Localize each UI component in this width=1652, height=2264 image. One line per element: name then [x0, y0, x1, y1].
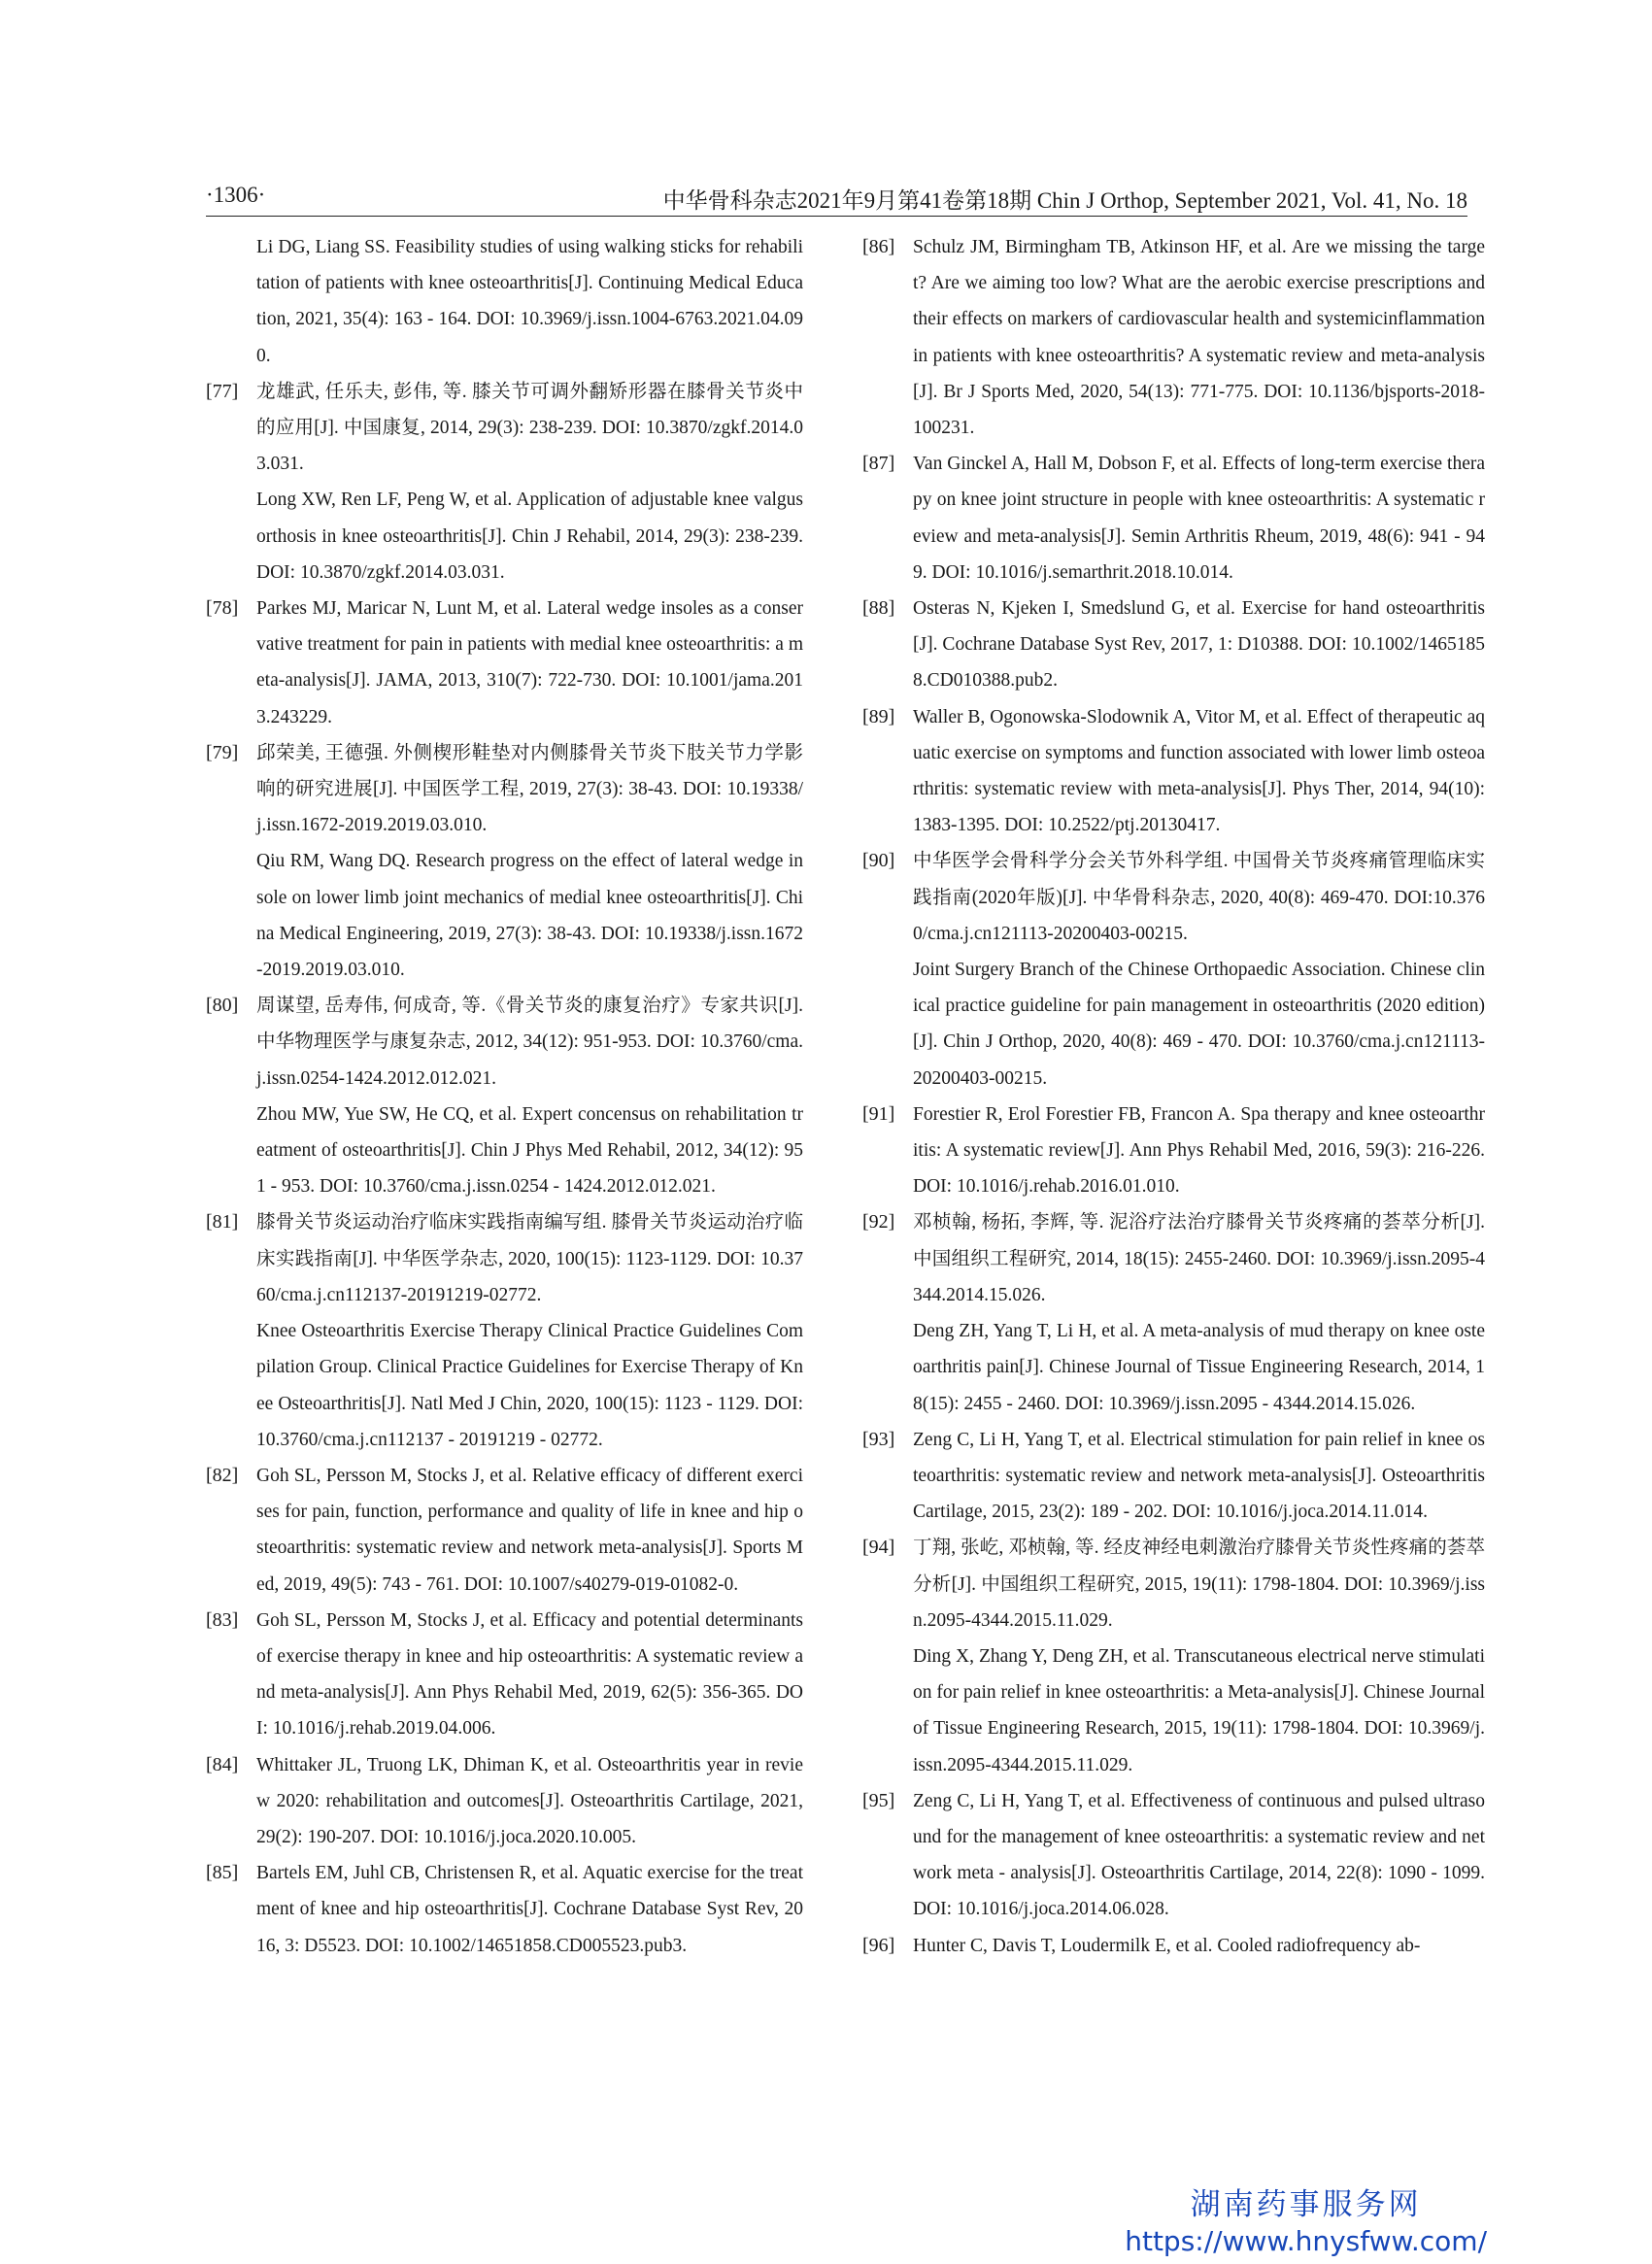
reference-continuation: Li DG, Liang SS. Feasibility studies of using walking sticks for rehabilitation of patients with knee osteoarthritis[J]. Continuing Medical Education, 2021, 35(4): 163 - 164. DOI: 10.3969/j.issn.1004-6763.2021.04.090.	[256, 237, 803, 366]
reference-number: [80]	[206, 995, 239, 1017]
reference-item	[862, 446, 1485, 591]
reference-list-left	[206, 374, 803, 1964]
reference-text: Whittaker JL, Truong LK, Dhiman K, et al. Osteoarthritis year in review 2020: rehabilitation and outcomes[J]. Osteoarthritis Cartilage, 2021, 29(2): 190-207. DOI: 10.1016/j.joca.2020.10.005.	[256, 1754, 803, 1847]
reference-item	[206, 374, 803, 591]
reference-text: Van Ginckel A, Hall M, Dobson F, et al. Effects of long-term exercise therapy on knee joint structure in people with knee osteoarthritis: A systematic review and meta-analysis[J]. Semin Arthritis Rheum, 2019, 48(6): 941 - 949. DOI: 10.1016/j.semarthrit.2018.10.014.	[913, 454, 1485, 583]
reference-text: Parkes MJ, Maricar N, Lunt M, et al. Lateral wedge insoles as a conservative treatment for pain in patients with medial knee osteoarthritis: a meta-analysis[J]. JAMA, 2013, 310(7): 722-730. DOI: 10.1001/jama.2013.243229.	[256, 598, 803, 727]
reference-item	[206, 1458, 803, 1603]
reference-item	[862, 229, 1485, 446]
reference-text: Zeng C, Li H, Yang T, et al. Electrical stimulation for pain relief in knee osteoarthritis: systematic review and network meta-analysis[J]. Osteoarthritis Cartilage, 2015, 23(2): 189 - 202. DOI: 10.1016/j.joca.2014.11.014.	[913, 1429, 1485, 1523]
reference-english-text: Joint Surgery Branch of the Chinese Orthopaedic Association. Chinese clinical practice guideline for pain management in osteoarthritis (2020 edition) [J]. Chin J Orthop, 2020, 40(8): 469 - 470. DOI: 10.3760/cma.j.cn121113-20200403-00215.	[913, 960, 1485, 1089]
watermark-url[interactable]: https://www.hnysfww.com/	[1125, 2225, 1487, 2257]
reference-text: Forestier R, Erol Forestier FB, Francon A. Spa therapy and knee osteoarthritis: A systematic review[J]. Ann Phys Rehabil Med, 2016, 59(3): 216-226. DOI: 10.1016/j.rehab.2016.01.010.	[913, 1103, 1485, 1198]
reference-number: [88]	[862, 597, 895, 620]
reference-text: 邓桢翰, 杨拓, 李辉, 等. 泥浴疗法治疗膝骨关节炎疼痛的荟萃分析[J]. 中国组织工程研究, 2014, 18(15): 2455-2460. DOI: 10.3969/j.issn.2095-4344.2014.15.026.	[913, 1212, 1485, 1305]
reference-number: [83]	[206, 1608, 239, 1631]
reference-english-text: Knee Osteoarthritis Exercise Therapy Clinical Practice Guidelines Compilation Group. Clinical Practice Guidelines for Exercise Therapy of Knee Osteoarthritis[J]. Natl Med J Chin, 2020, 100(15): 1123 - 1129. DOI: 10.3760/cma.j.cn112137 - 20191219 - 02772.	[256, 1321, 803, 1450]
reference-item	[862, 1204, 1485, 1421]
reference-number: [86]	[862, 236, 895, 257]
reference-item	[206, 1855, 803, 1964]
reference-english-text: Long XW, Ren LF, Peng W, et al. Application of adjustable knee valgus orthosis in knee osteoarthritis[J]. Chin J Rehabil, 2014, 29(3): 238-239. DOI: 10.3870/zgkf.2014.03.031.	[256, 490, 803, 583]
reference-item	[206, 988, 803, 1204]
reference-english-text: Deng ZH, Yang T, Li H, et al. A meta-analysis of mud therapy on knee osteoarthritis pain[J]. Chinese Journal of Tissue Engineering Research, 2014, 18(15): 2455 - 2460. DOI: 10.3969/j.issn.2095 - 4344.2014.15.026.	[913, 1321, 1485, 1414]
reference-number: [95]	[862, 1789, 895, 1811]
reference-item	[206, 1603, 803, 1747]
reference-text: Osteras N, Kjeken I, Smedslund G, et al. Exercise for hand osteoarthritis[J]. Cochrane Database Syst Rev, 2017, 1: D10388. DOI: 10.1002/14651858.CD010388.pub2.	[913, 598, 1485, 692]
reference-item	[862, 1422, 1485, 1531]
reference-text: Goh SL, Persson M, Stocks J, et al. Relative efficacy of different exercises for pain, function, performance and quality of life in knee and hip osteoarthritis: systematic review and network meta-analysis[J]. Sports Med, 2019, 49(5): 743 - 761. DOI: 10.1007/s40279-019-01082-0.	[256, 1465, 803, 1595]
reference-number: [94]	[862, 1537, 895, 1559]
reference-text: Hunter C, Davis T, Loudermilk E, et al. Cooled radiofrequency ab-	[913, 1935, 1421, 1956]
journal-info: 中华骨科杂志2021年9月第41卷第18期 Chin J Orthop, September 2021, Vol. 41, No. 18	[662, 188, 1467, 213]
reference-list-right	[862, 229, 1485, 1964]
reference-item	[862, 843, 1485, 1096]
reference-item	[862, 1783, 1485, 1928]
reference-item	[862, 699, 1485, 844]
reference-item	[862, 591, 1485, 699]
reference-english-text: Qiu RM, Wang DQ. Research progress on the effect of lateral wedge insole on lower limb joint mechanics of medial knee osteoarthritis[J]. China Medical Engineering, 2019, 27(3): 38-43. DOI: 10.19338/j.issn.1672-2019.2019.03.010.	[256, 851, 803, 981]
reference-number: [82]	[206, 1464, 239, 1486]
reference-number: [89]	[862, 705, 895, 727]
reference-english-text: Zhou MW, Yue SW, He CQ, et al. Expert concensus on rehabilitation treatment of osteoarthritis[J]. Chin J Phys Med Rehabil, 2012, 34(12): 951 - 953. DOI: 10.3760/cma.j.issn.0254 - 1424.2012.012.021.	[256, 1103, 803, 1198]
reference-text: 邱荣美, 王德强. 外侧楔形鞋垫对内侧膝骨关节炎下肢关节力学影响的研究进展[J]. 中国医学工程, 2019, 27(3): 38-43. DOI: 10.19338/j.issn.1672-2019.2019.03.010.	[256, 742, 803, 836]
reference-text: Bartels EM, Juhl CB, Christensen R, et al. Aquatic exercise for the treatment of knee and hip osteoarthritis[J]. Cochrane Database Syst Rev, 2016, 3: D5523. DOI: 10.1002/14651858.CD005523.pub3.	[256, 1863, 803, 1956]
reference-number: [81]	[206, 1211, 239, 1233]
reference-english-text: Ding X, Zhang Y, Deng ZH, et al. Transcutaneous electrical nerve stimulation for pain relief in knee osteoarthritis: a Meta-analysis[J]. Chinese Journal of Tissue Engineering Research, 2015, 19(11): 1798-1804. DOI: 10.3969/j.issn.2095-4344.2015.11.029.	[913, 1645, 1485, 1775]
reference-number: [85]	[206, 1862, 239, 1884]
reference-text: Schulz JM, Birmingham TB, Atkinson HF, et al. Are we missing the target? Are we aiming too low? What are the aerobic exercise prescriptions and their effects on markers of cardiovascular health and systemicinflammation in patients with knee osteoarthritis? A systematic review and meta-analysis[J]. Br J Sports Med, 2020, 54(13): 771-775. DOI: 10.1136/bjsports-2018-100231.	[913, 237, 1485, 439]
reference-item	[206, 735, 803, 988]
reference-number: [78]	[206, 597, 239, 620]
reference-text: 中华医学会骨科学分会关节外科学组. 中国骨关节炎疼痛管理临床实践指南(2020年版)[J]. 中华骨科杂志, 2020, 40(8): 469-470. DOI:10.3760/cma.j.cn121113-20200403-00215.	[913, 851, 1485, 944]
site-watermark	[1125, 2185, 1487, 2259]
reference-number: [79]	[206, 741, 239, 763]
reference-item	[862, 1530, 1485, 1782]
reference-text: 丁翔, 张屹, 邓桢翰, 等. 经皮神经电刺激治疗膝骨关节炎性疼痛的荟萃分析[J]. 中国组织工程研究, 2015, 19(11): 1798-1804. DOI: 10.3969/j.issn.2095-4344.2015.11.029.	[913, 1537, 1485, 1631]
reference-text: 膝骨关节炎运动治疗临床实践指南编写组. 膝骨关节炎运动治疗临床实践指南[J]. 中华医学杂志, 2020, 100(15): 1123-1129. DOI: 10.3760/cma.j.cn112137-20191219-02772.	[256, 1212, 803, 1305]
reference-item	[862, 1928, 1485, 1964]
running-header	[206, 183, 1467, 217]
reference-number: [93]	[862, 1428, 895, 1450]
reference-text: Zeng C, Li H, Yang T, et al. Effectiveness of continuous and pulsed ultrasound for the management of knee osteoarthritis: a systematic review and network meta - analysis[J]. Osteoarthritis Cartilage, 2014, 22(8): 1090 - 1099. DOI: 10.1016/j.joca.2014.06.028.	[913, 1790, 1485, 1920]
reference-number: [96]	[862, 1934, 895, 1956]
reference-number: [91]	[862, 1102, 895, 1125]
watermark-title: 湖南药事服务网	[1190, 2187, 1422, 2222]
reference-text: 龙雄武, 任乐夫, 彭伟, 等. 膝关节可调外翻矫形器在膝骨关节炎中的应用[J]. 中国康复, 2014, 29(3): 238-239. DOI: 10.3870/zgkf.2014.03.031.	[256, 381, 803, 475]
reference-number: [77]	[206, 380, 239, 402]
reference-item	[206, 1204, 803, 1457]
left-column	[206, 229, 803, 1964]
reference-number: [92]	[862, 1211, 895, 1233]
page-number: ·1306·	[206, 183, 266, 207]
reference-item	[862, 1097, 1485, 1205]
reference-number: [90]	[862, 850, 895, 872]
right-column	[862, 229, 1485, 1964]
reference-item	[206, 591, 803, 735]
reference-text: Waller B, Ogonowska-Slodownik A, Vitor M, et al. Effect of therapeutic aquatic exercise on symptoms and function associated with lower limb osteoarthritis: systematic review with meta-analysis[J]. Phys Ther, 2014, 94(10): 1383-1395. DOI: 10.2522/ptj.20130417.	[913, 706, 1485, 836]
reference-number: [84]	[206, 1753, 239, 1775]
reference-number: [87]	[862, 453, 895, 475]
reference-text: 周谋望, 岳寿伟, 何成奇, 等.《骨关节炎的康复治疗》专家共识[J]. 中华物理医学与康复杂志, 2012, 34(12): 951-953. DOI: 10.3760/cma.j.issn.0254-1424.2012.012.021.	[256, 996, 803, 1089]
reference-text: Goh SL, Persson M, Stocks J, et al. Efficacy and potential determinants of exercise therapy in knee and hip osteoarthritis: A systematic review and meta-analysis[J]. Ann Phys Rehabil Med, 2019, 62(5): 356-365. DOI: 10.1016/j.rehab.2019.04.006.	[256, 1609, 803, 1740]
reference-item	[206, 1747, 803, 1856]
